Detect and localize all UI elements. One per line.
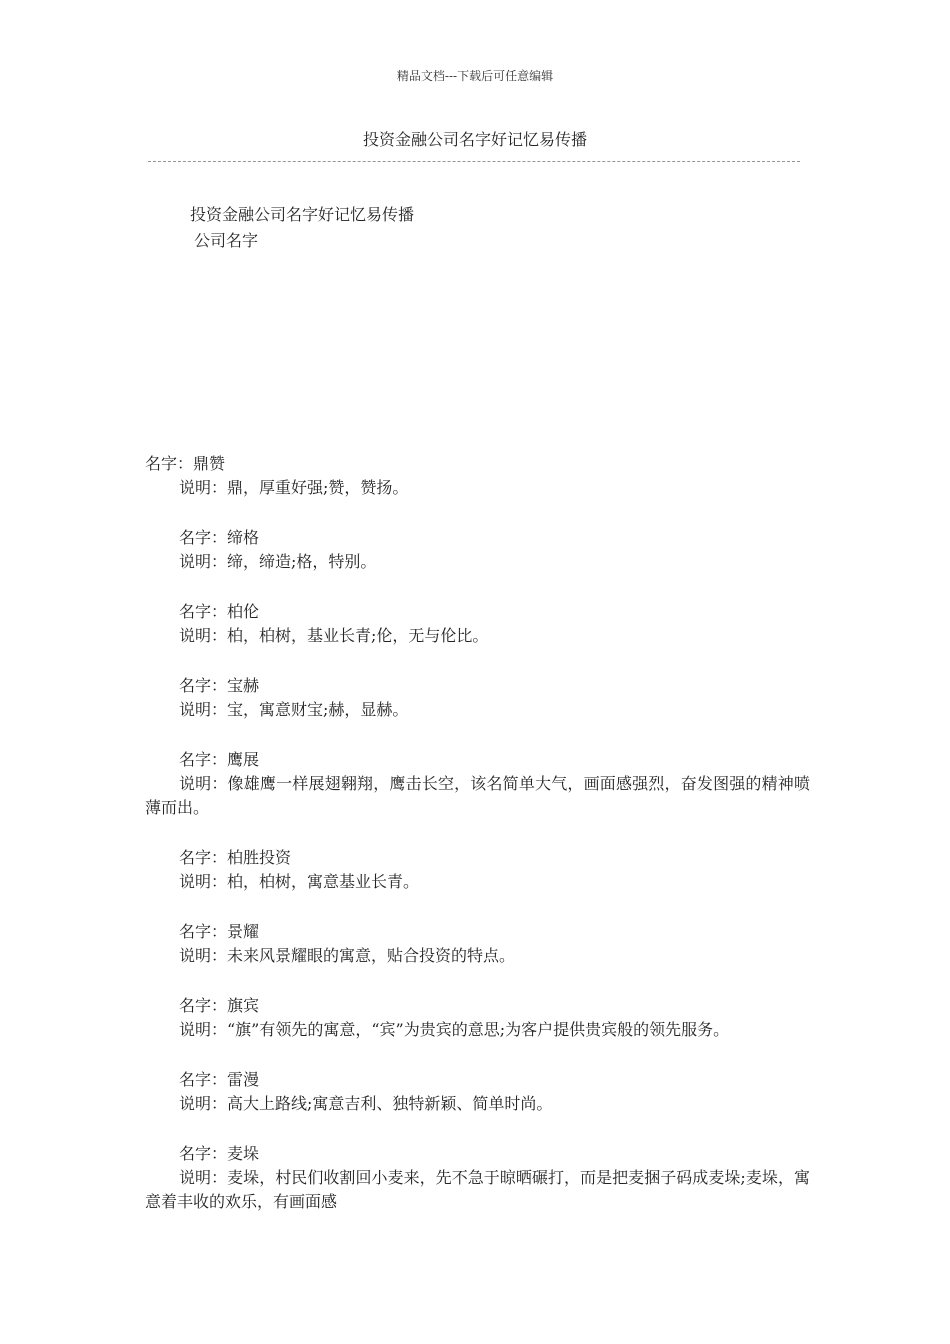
- entry-description: 说明：柏，柏树，基业长青;伦，无与伦比。: [179, 626, 489, 645]
- list-item: [145, 600, 810, 648]
- entry-description: 说明：宝，寓意财宝;赫，显赫。: [179, 700, 409, 719]
- list-item: [145, 920, 810, 968]
- list-item: [145, 748, 810, 820]
- entry-description: 说明：“旗”有领先的寓意，“宾”为贵宾的意思;为客户提供贵宾般的领先服务。: [179, 1020, 730, 1039]
- intro-subtitle: 公司名字: [194, 231, 259, 250]
- entry-description: 说明：柏，柏树，寓意基业长青。: [179, 872, 420, 891]
- list-item: [145, 452, 810, 500]
- entry-name: 名字：麦垛: [179, 1144, 260, 1163]
- entry-name: 名字：旗宾: [179, 996, 260, 1015]
- entry-name: 名字：雷漫: [179, 1070, 260, 1089]
- intro-title: 投资金融公司名字好记忆易传播: [190, 205, 415, 224]
- entry-description: 说明：高大上路线;寓意吉利、独特新颖、简单时尚。: [179, 1094, 553, 1113]
- entry-name: 名字：鼎赞: [145, 454, 226, 473]
- list-item: [145, 994, 810, 1042]
- list-item: [145, 846, 810, 894]
- list-item: [145, 526, 810, 574]
- entry-description: 说明：未来风景耀眼的寓意，贴合投资的特点。: [179, 946, 516, 965]
- entry-name: 名字：柏伦: [179, 602, 260, 621]
- entry-description: 说明：像雄鹰一样展翅翱翔，鹰击长空，该名简单大气，画面感强烈，奋发图强的精神喷薄而出。: [145, 774, 810, 817]
- entry-name: 名字：景耀: [179, 922, 260, 941]
- entry-name: 名字：缔格: [179, 528, 260, 547]
- list-item: [145, 674, 810, 722]
- entry-description: 说明：缔，缔造;格，特别。: [179, 552, 377, 571]
- entry-description: 说明：鼎，厚重好强;赞，赞扬。: [179, 478, 409, 497]
- entry-name: 名字：宝赫: [179, 676, 260, 695]
- header-note: 精品文档---下载后可任意编辑: [396, 69, 554, 83]
- list-item: [145, 1142, 810, 1214]
- name-list: [145, 452, 810, 1240]
- entry-name: 名字：鹰展: [179, 750, 260, 769]
- entry-name: 名字：柏胜投资: [179, 848, 292, 867]
- title-divider: [148, 161, 800, 162]
- entry-description: 说明：麦垛，村民们收割回小麦来，先不急于晾晒碾打，而是把麦捆子码成麦垛;麦垛，寓意着丰收的欢乐，有画面感: [145, 1168, 810, 1211]
- document-title: 投资金融公司名字好记忆易传播: [362, 130, 587, 149]
- list-item: [145, 1068, 810, 1116]
